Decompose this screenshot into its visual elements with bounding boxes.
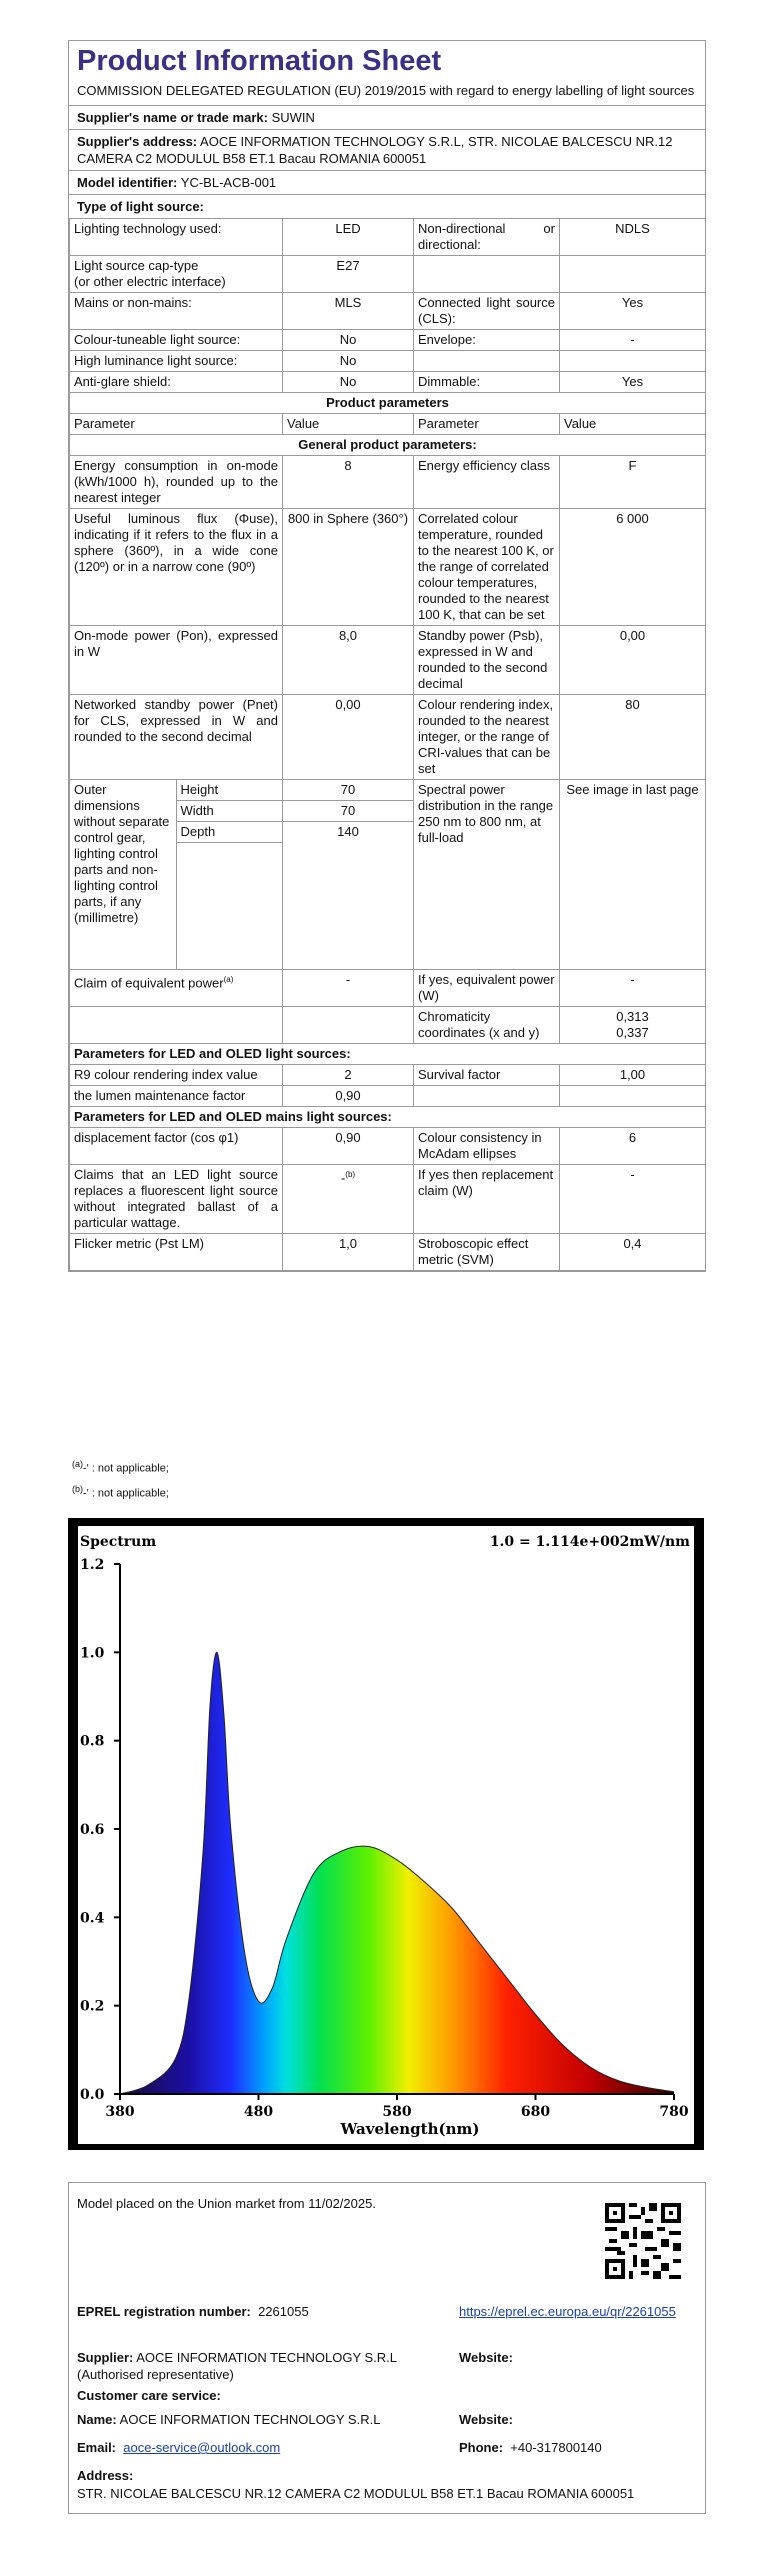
supplier-name-label: Supplier's name or trade mark:: [77, 110, 268, 125]
param-label: High luminance light source:: [70, 351, 283, 372]
param-label: Envelope:: [414, 330, 560, 351]
param-label: Energy efficiency class: [414, 456, 560, 509]
table-row: [70, 509, 706, 626]
website-label: Website:: [459, 2350, 513, 2365]
param-value: -: [560, 1165, 706, 1234]
param-value: Yes: [560, 293, 706, 330]
param-value: 0,90: [283, 1086, 414, 1107]
table-row: [70, 1165, 706, 1234]
param-value: [560, 351, 706, 372]
eprel-link[interactable]: https://eprel.ec.europa.eu/qr/2261055: [459, 2304, 676, 2319]
table-row: [70, 1007, 706, 1044]
dimension-name: Width: [176, 801, 282, 822]
supplier-label: Supplier:: [77, 2350, 134, 2365]
param-value: See image in last page: [560, 780, 706, 970]
param-value: No: [283, 351, 414, 372]
type-table: [69, 218, 706, 1271]
table-row: [70, 219, 706, 256]
param-label: Energy consumption in on-mode (kWh/1000 h), rounded up to the nearest integer: [70, 456, 283, 509]
eprel-label: EPREL registration number:: [77, 2304, 251, 2319]
table-row: [70, 1065, 706, 1086]
footnote-ref: (b): [345, 1170, 356, 1179]
param-label: [70, 970, 283, 1007]
dimensions-subtable: [70, 780, 282, 969]
supplier-address-row: [69, 129, 705, 170]
x-tick-label: 480: [243, 2104, 274, 2120]
param-label: Chromaticity coordinates (x and y): [414, 1007, 560, 1044]
y-tick-label: 1.0: [80, 1645, 105, 1662]
address-label: Address:: [77, 2468, 134, 2483]
spectrum-area: [120, 1652, 674, 2094]
chroma-y: 0,337: [616, 1025, 649, 1040]
supplier-name-value: SUWIN: [271, 110, 315, 125]
table-row: [70, 456, 706, 509]
param-value: 0,90: [283, 1128, 414, 1165]
footnote-marker: (b): [72, 1483, 83, 1494]
param-label: If yes, equivalent power (W): [414, 970, 560, 1007]
dimension-name: Depth: [176, 822, 282, 843]
x-axis-label: Wavelength(nm): [340, 2120, 480, 2138]
phone-label: Phone:: [459, 2440, 504, 2455]
supplier-address-label: Supplier's address:: [77, 134, 198, 149]
dimensions-cell: [70, 780, 283, 970]
chroma-x: 0,313: [616, 1009, 649, 1024]
param-label: Correlated colour temperature, rounded to the nearest 100 K, or the range of correlated colour temperatures, rounded to the nearest 100 K, that can be set: [414, 509, 560, 626]
param-label: Survival factor: [414, 1065, 560, 1086]
footnote-ref: (a): [223, 975, 234, 984]
footnote-text: -' : not applicable;: [83, 1462, 169, 1475]
param-label: [414, 256, 560, 293]
param-label: Stroboscopic effect metric (SVM): [414, 1234, 560, 1271]
param-value: 0,00: [560, 626, 706, 695]
param-value: LED: [283, 219, 414, 256]
param-value: -: [560, 330, 706, 351]
footnote-text: -' : not applicable;: [83, 1487, 169, 1500]
customer-care-heading: Customer care service:: [77, 2388, 221, 2403]
param-value: MLS: [283, 293, 414, 330]
param-value: 6: [560, 1128, 706, 1165]
table-row: [70, 1086, 706, 1107]
dimensions-values: [283, 780, 414, 970]
param-label: Mains or non-mains:: [70, 293, 283, 330]
footnote: [72, 1479, 169, 1504]
page-title: Product Information Sheet: [77, 45, 442, 77]
param-value: 8: [283, 456, 414, 509]
param-label: Light source cap-type (or other electric interface): [70, 256, 283, 293]
param-label: R9 colour rendering index value: [70, 1065, 283, 1086]
param-label: Colour rendering index, rounded to the nearest integer, or the range of CRI-values that can be set: [414, 695, 560, 780]
table-row: [70, 970, 706, 1007]
table-row: [70, 1234, 706, 1271]
param-label: Colour-tuneable light source:: [70, 330, 283, 351]
market-text: Model placed on the Union market from 11/02/2025.: [77, 2196, 376, 2211]
dimensions-label: Outer dimensions without separate control gear, lighting control parts and non-lighting control parts, if any (millimetre): [70, 780, 176, 969]
param-value: NDLS: [560, 219, 706, 256]
param-value: -: [560, 970, 706, 1007]
param-value: F: [560, 456, 706, 509]
model-identifier-row: [69, 170, 705, 194]
model-identifier-value: YC-BL-ACB-001: [180, 175, 277, 190]
column-header: Value: [283, 414, 414, 435]
x-tick-label: 580: [382, 2104, 412, 2120]
x-tick-label: 680: [520, 2104, 551, 2120]
model-identifier-label: Model identifier:: [77, 175, 178, 190]
x-tick-label: 780: [659, 2104, 689, 2120]
column-header: Parameter: [414, 414, 560, 435]
eprel-number: 2261055: [258, 2304, 309, 2319]
table-row: [70, 330, 706, 351]
param-value: E27: [283, 256, 414, 293]
param-value: -: [283, 970, 414, 1007]
param-label: If yes then replacement claim (W): [414, 1165, 560, 1234]
phone-row: [459, 2439, 602, 2456]
param-value: [560, 1007, 706, 1044]
care-name-row: [77, 2411, 380, 2428]
y-tick-label: 0.4: [80, 1910, 105, 1927]
eprel-row: [77, 2303, 309, 2320]
address-value: STR. NICOLAE BALCESCU NR.12 CAMERA C2 MODULUL B58 ET.1 Bacau ROMANIA 600051: [77, 2486, 635, 2501]
param-label: Claims that an LED light source replaces a fluorescent light source without integrated ballast of a particular wattage.: [70, 1165, 283, 1234]
supplier-address-value: AOCE INFORMATION TECHNOLOGY S.R.L, STR. NICOLAE BALCESCU NR.12 CAMERA C2 MODULUL B58 ET.1 Bacau ROMANIA 600051: [77, 134, 673, 166]
table-row: [70, 1128, 706, 1165]
email-row: [77, 2439, 280, 2456]
website-label: Website:: [459, 2412, 513, 2427]
claim-label: Claim of equivalent power: [74, 975, 224, 991]
param-label: Colour consistency in McAdam ellipses: [414, 1128, 560, 1165]
footnote: [72, 1454, 169, 1479]
param-label: Connected light source (CLS):: [414, 293, 560, 330]
table-row: [70, 256, 706, 293]
param-label: the lumen maintenance factor: [70, 1086, 283, 1107]
regulation-text: COMMISSION DELEGATED REGULATION (EU) 2019/2015 with regard to energy labelling of light sources: [77, 83, 695, 98]
param-value: Yes: [560, 372, 706, 393]
email-label: Email:: [77, 2440, 117, 2455]
phone-value: +40-317800140: [510, 2440, 602, 2455]
dimension-name: Height: [176, 780, 282, 801]
param-value: 1,0: [283, 1234, 414, 1271]
dimension-value: 70: [283, 780, 413, 801]
y-tick-label: 0.0: [80, 2087, 105, 2103]
email-link[interactable]: aoce-service@outlook.com: [123, 2440, 281, 2455]
param-value: 80: [560, 695, 706, 780]
value-text: -: [340, 1170, 346, 1186]
supplier-name-row: [69, 105, 705, 129]
y-tick-label: 0.8: [80, 1733, 105, 1750]
table-row: [70, 372, 706, 393]
y-tick-label: 0.2: [80, 1998, 105, 2015]
param-value: 8,0: [283, 626, 414, 695]
param-value: 800 in Sphere (360°): [283, 509, 414, 626]
y-tick-label: 1.2: [80, 1557, 105, 1573]
product-parameters-heading: Product parameters: [70, 393, 706, 414]
product-information-sheet: [68, 40, 706, 1272]
param-label: Non-directional or directional:: [414, 219, 560, 256]
column-header: Parameter: [70, 414, 283, 435]
param-value: [283, 1165, 414, 1234]
param-value: No: [283, 330, 414, 351]
general-parameters-heading: General product parameters:: [70, 435, 706, 456]
spectrum-chart-frame: [68, 1518, 704, 2150]
table-row: [70, 1107, 706, 1128]
dimensions-row: [70, 780, 706, 970]
led-parameters-heading: Parameters for LED and OLED light sources:: [70, 1044, 706, 1065]
name-label: Name:: [77, 2412, 117, 2427]
param-label: Useful luminous flux (Φuse), indicating if it refers to the flux in a sphere (360º), in a wide cone (120º) or in a narrow cone (90º): [70, 509, 283, 626]
param-label: Spectral power distribution in the range 250 nm to 800 nm, at full-load: [414, 780, 560, 970]
param-value: 6 000: [560, 509, 706, 626]
spectrum-chart: [78, 1526, 694, 2144]
chart-annotation: 1.0 = 1.114e+002mW/nm: [489, 1534, 690, 1550]
param-value: 0,4: [560, 1234, 706, 1271]
param-label: [414, 351, 560, 372]
supplier-value: AOCE INFORMATION TECHNOLOGY S.R.L (Authorised representative): [77, 2350, 397, 2382]
footnotes: [72, 1454, 169, 1503]
qr-code-icon: [605, 2203, 681, 2279]
type-heading: Type of light source:: [69, 194, 705, 218]
spectrum-svg: [78, 1526, 694, 2144]
column-header: Value: [560, 414, 706, 435]
table-row: [70, 351, 706, 372]
param-label: Standby power (Psb), expressed in W and rounded to the second decimal: [414, 626, 560, 695]
table-row: [70, 293, 706, 330]
param-label: Anti-glare shield:: [70, 372, 283, 393]
param-value: 2: [283, 1065, 414, 1086]
dimension-value: 70: [283, 801, 413, 822]
table-row: [70, 626, 706, 695]
table-header-row: [70, 414, 706, 435]
footnote-marker: (a): [72, 1459, 83, 1469]
chart-title: Spectrum: [80, 1534, 157, 1550]
x-tick-label: 380: [105, 2104, 135, 2120]
param-label: On-mode power (Pon), expressed in W: [70, 626, 283, 695]
param-value: 1,00: [560, 1065, 706, 1086]
dimension-value: 140: [337, 824, 359, 839]
name-value: AOCE INFORMATION TECHNOLOGY S.R.L: [119, 2412, 381, 2427]
param-label: Lighting technology used:: [70, 219, 283, 256]
param-value: No: [283, 372, 414, 393]
param-label: [414, 1086, 560, 1107]
y-tick-label: 0.6: [80, 1822, 105, 1838]
param-label: displacement factor (cos φ1): [70, 1128, 283, 1165]
table-row: [70, 435, 706, 456]
param-value: [560, 1086, 706, 1107]
table-row: [70, 695, 706, 780]
mains-parameters-heading: Parameters for LED and OLED mains light sources:: [70, 1107, 706, 1128]
param-value: 0,00: [283, 695, 414, 780]
table-row: [70, 1044, 706, 1065]
param-value: [560, 256, 706, 293]
param-label: Flicker metric (Pst LM): [70, 1234, 283, 1271]
table-row: [70, 393, 706, 414]
supplier-info-panel: [68, 2182, 706, 2514]
param-label: Dimmable:: [414, 372, 560, 393]
param-label: Networked standby power (Pnet) for CLS, expressed in W and rounded to the second decimal: [70, 695, 283, 780]
supplier-row: [77, 2349, 457, 2383]
